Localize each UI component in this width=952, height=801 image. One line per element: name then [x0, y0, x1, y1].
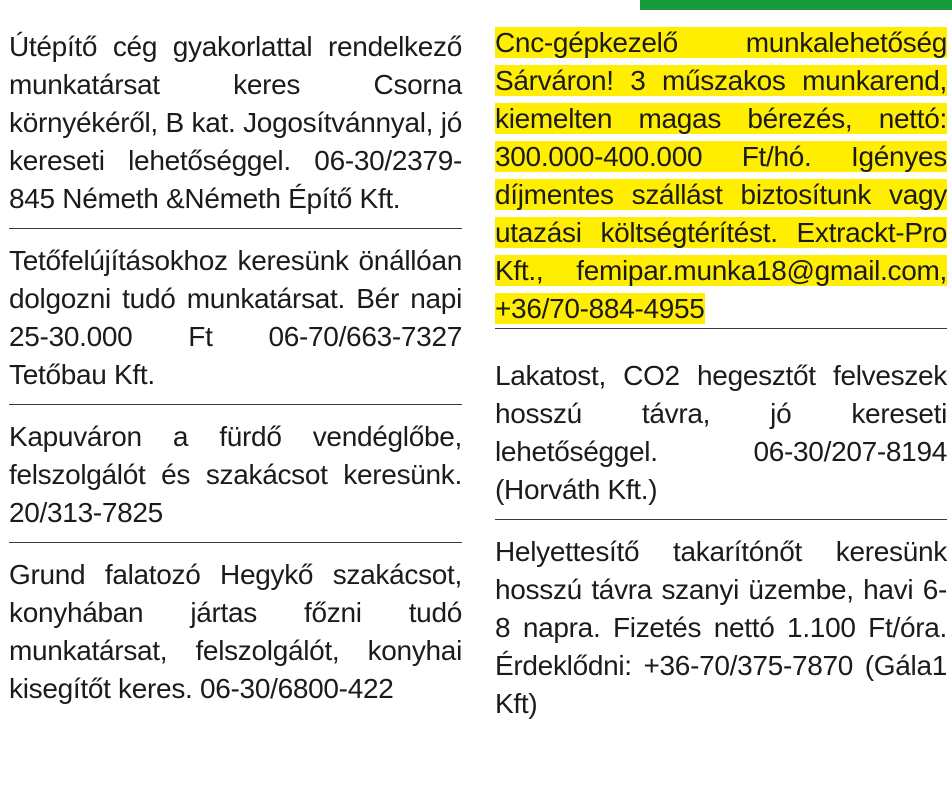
ad-restaurant-kapuvar: Kapuváron a fürdő vendéglőbe, felszolgálót és szakácsot keresünk. 20/313-7825 — [9, 414, 462, 543]
green-accent-bar — [640, 0, 952, 10]
ad-cnc-operator-highlighted — [495, 24, 947, 329]
ad-cleaner: Helyettesítő takarítónőt keresünk hosszú távra szanyi üzembe, havi 6-8 napra. Fizetés nettó 1.100 Ft/óra. Érdeklődni: +36-70/375-7870 (Gála1 Kft) — [495, 536, 947, 719]
ad-roof-renovation: Tetőfelújításokhoz keresünk önállóan dolgozni tudó munkatársat. Bér napi 25-30.000 Ft 06-70/663-7327 Tetőbau Kft. — [9, 238, 462, 405]
highlighted-ad-text: Cnc-gépkezelő munkalehetőség Sárváron! 3 műszakos munkarend, kiemelten magas bérezés, nettó: 300.000-400.000 Ft/hó. Igényes díjmentes szállást biztosítunk vagy utazási költségtérítést. Extrackt-Pro Kft., femipar.munka18@gmail.com, +36/70-884-4955 — [495, 27, 947, 324]
ad-welder-locksmith: Lakatost, CO2 hegesztőt felveszek hosszú távra, jó kereseti lehetőséggel. 06-30/207-8194 (Horváth Kft.) — [495, 353, 947, 520]
ad-grund-snack-bar: Grund falatozó Hegykő szakácsot, konyhában jártas főzni tudó munkatársat, felszolgálót, konyhai kisegítőt keres. 06-30/6800-422 — [9, 559, 462, 704]
ad-road-construction: Útépítő cég gyakorlattal rendelkező munkatársat keres Csorna környékéről, B kat. Jogosítvánnyal, jó kereseti lehetőséggel. 06-30/2379-845 Németh &Németh Építő Kft. — [9, 24, 462, 229]
right-column — [495, 24, 947, 733]
left-column — [9, 24, 462, 718]
